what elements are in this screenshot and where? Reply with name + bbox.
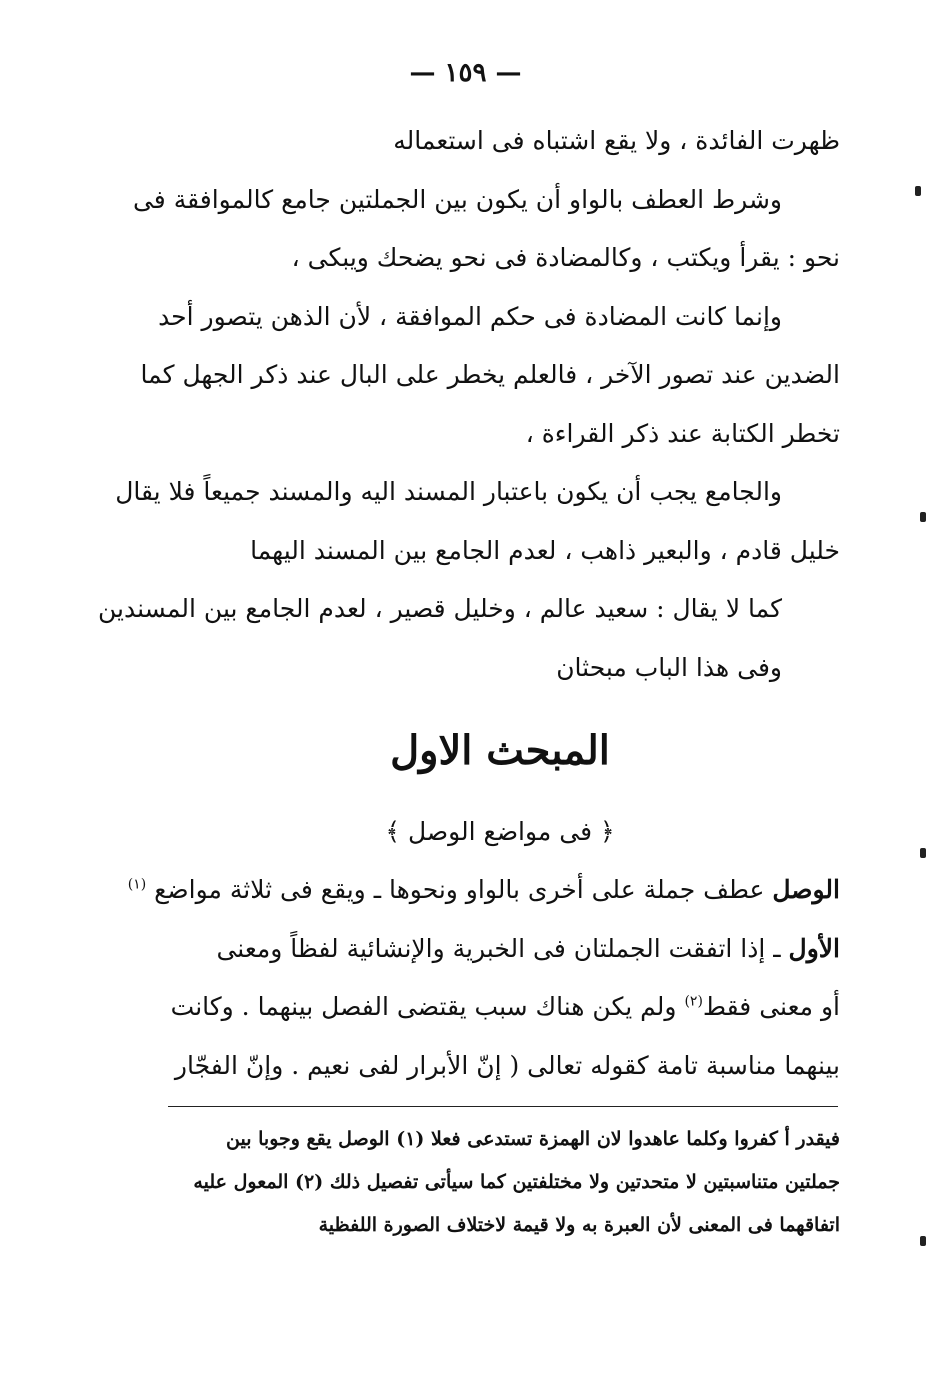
- main-text: [98, 112, 840, 1095]
- term-first: الأول: [788, 933, 840, 963]
- section-line-2: [160, 920, 840, 979]
- text-line-9: كما لا يقال : سعيد عالم ، وخليل قصير ، لعدم الجامع بين المسندين: [98, 594, 782, 623]
- footnotes: [168, 1118, 840, 1247]
- section-line-4: بينهما مناسبة تامة كقوله تعالى ( إنّ الأبرار لفى نعيم . وإنّ الفجّار: [174, 1050, 840, 1080]
- footnote-ref-2: (٢): [684, 993, 703, 1010]
- footnote-line-3: اتفاقهما فى المعنى لأن العبرة به ولا قيمة لاختلاف الصورة اللفظية: [318, 1214, 840, 1236]
- text-line-5: الضدين عند تصور الآخر ، فالعلم يخطر على البال عند ذكر الجهل كما: [140, 360, 840, 389]
- section-line-1: [127, 861, 840, 920]
- text-line-6: تخطر الكتابة عند ذكر القراءة ،: [525, 418, 840, 448]
- section-line-3-end: ولم يكن هناك سبب يقتضى الفصل بينهما . وكانت: [170, 992, 685, 1021]
- text-line-8: خليل قادم ، والبعير ذاهب ، لعدم الجامع بين المسند اليهما: [250, 535, 840, 565]
- section-line-2-text: ـ إذا اتفقت الجملتان فى الخبرية والإنشائية لفظاً ومعنى: [216, 933, 789, 963]
- text-line-4: وإنما كانت المضادة فى حكم الموافقة ، لأن الذهن يتصور أحد: [158, 301, 782, 331]
- section-line-3-start: أو معنى فقط: [702, 992, 840, 1021]
- text-line-7: والجامع يجب أن يكون باعتبار المسند اليه والمسند جميعاً فلا يقال: [115, 477, 782, 506]
- text-line-2: وشرط العطف بالواو أن يكون بين الجملتين جامع كالموافقة فى: [132, 184, 782, 214]
- text-line-10: وفى هذا الباب مبحثان: [556, 652, 782, 682]
- page-number: — ١٥٩ —: [409, 58, 522, 88]
- text-line-1: ظهرت الفائدة ، ولا يقع اشتباه فى استعماله: [393, 126, 840, 155]
- margin-speck: [915, 186, 921, 196]
- footnote-ref-1: (١): [127, 876, 147, 893]
- text-line-3: نحو : يقرأ ويكتب ، وكالمضادة فى نحو يضحك ويبكى ،: [291, 243, 840, 272]
- section-subheading: ﴿ فى مواضع الوصل ﴾: [385, 817, 615, 846]
- section-line-3: [160, 978, 840, 1037]
- footnote-line-1: فيقدر أ كفروا وكلما عاهدوا لان الهمزة تستدعى فعلا (١) الوصل يقع وجوبا بين: [226, 1128, 840, 1150]
- margin-speck: [920, 848, 926, 858]
- term-wasl: الوصل: [772, 875, 840, 904]
- section-heading: المبحث الاول: [390, 727, 610, 774]
- margin-speck: [920, 512, 926, 522]
- footnote-divider: [168, 1106, 838, 1107]
- footnote-line-2: جملتين متناسبتين لا متحدتين ولا مختلفتين كما سيأتى تفصيل ذلك (٢) المعول عليه: [193, 1171, 840, 1193]
- section-line-1-text: عطف جملة على أخرى بالواو ونحوها ـ ويقع فى ثلاثة مواضع: [154, 875, 773, 904]
- margin-speck: [920, 1236, 926, 1246]
